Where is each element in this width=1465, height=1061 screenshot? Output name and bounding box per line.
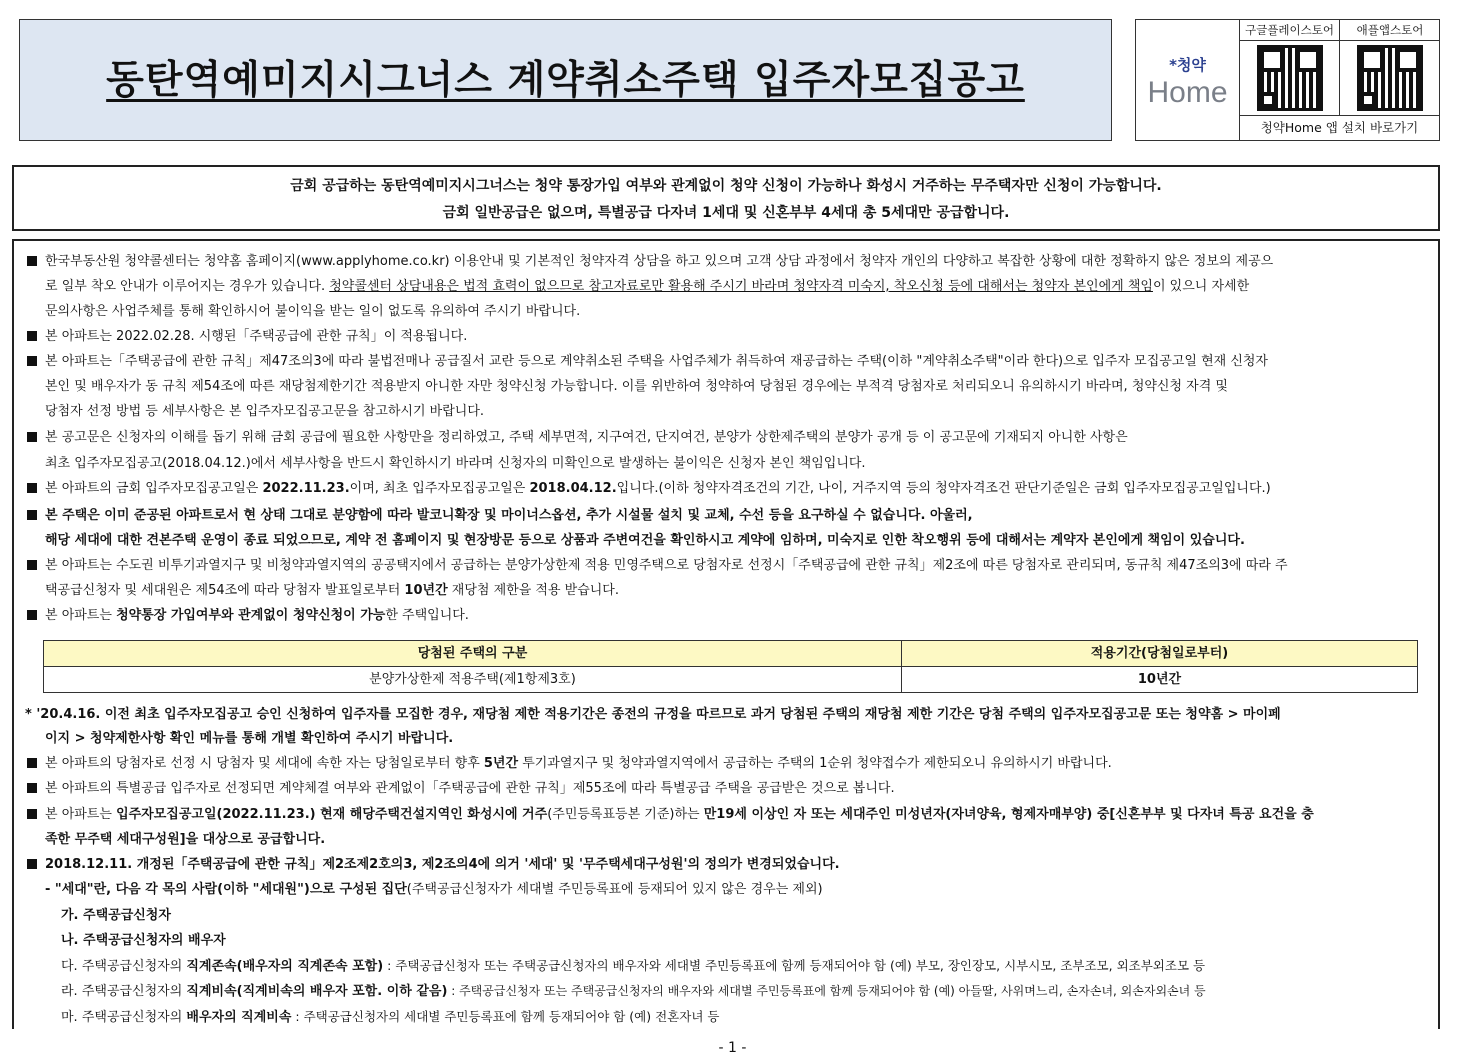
text: 본 아파트의 금회 입주자모집공고일은 bbox=[45, 481, 263, 496]
paragraph-callcenter bbox=[27, 249, 1273, 274]
restriction-table bbox=[43, 640, 1418, 693]
paragraph-notice-scope bbox=[27, 425, 1128, 450]
app-store-label: 애플앱스토어 bbox=[1340, 20, 1440, 41]
text: 본 아파트는 bbox=[45, 608, 117, 623]
bold-text: - "세대"란, 다음 각 목의 사람(이하 "세대원")으로 구성된 집단 bbox=[45, 882, 407, 897]
text: : 주택공급신청자 또는 주택공급신청자의 배우자와 세대별 주민등록표에 함께 등재되어야 함 (예) 부모, 장인장모, 시부시모, 조부조모, 외조부외조모 등 bbox=[383, 958, 1206, 973]
text: 라. 주택공급신청자의 bbox=[61, 984, 187, 999]
text: 이 있으니 자세한 bbox=[1152, 279, 1250, 294]
bullet-icon bbox=[27, 256, 37, 266]
text: 한국부동산원 청약콜센터는 청약홈 홈페이지(www.applyhome.co.kr) 이용안내 및 기본적인 청약자격 상담을 하고 있으며 고객 상담 과정에서 청약자 개인의 다양하고 복잡한 상황에 대한 정확하지 않은 정보의 제공으 bbox=[45, 254, 1274, 269]
bullet-icon bbox=[27, 510, 37, 520]
member-item-ga: 가. 주택공급신청자 bbox=[61, 908, 171, 923]
paragraph-no-account bbox=[27, 603, 469, 628]
text: 마. 주택공급신청자의 bbox=[61, 1010, 187, 1025]
underlined-text: 청약콜센터 상담내용은 법적 효력이 없으므로 참고자료로만 활용해 주시기 바라며 청약자격 미숙지, 착오신청 등에 대해서는 청약자 본인에게 책임 bbox=[329, 279, 1153, 294]
text: 입니다.(이하 청약자격조건의 기간, 나이, 거주지역 등의 청약자격조건 판단기준일은 금회 입주자모집공고일입니다.) bbox=[616, 481, 1271, 496]
text: : 주택공급신청자 또는 주택공급신청자의 배우자와 세대별 주민등록표에 함께 등재되어야 함 (예) 아들딸, 사위며느리, 손자손녀, 외손자외손녀 등 bbox=[447, 984, 1206, 998]
table-cell: 10년간 bbox=[902, 667, 1418, 693]
member-item-na: 나. 주택공급신청자의 배우자 bbox=[61, 933, 226, 948]
footnote-reentry-line2: 이지 > 청약제한사항 확인 메뉴를 통해 개별 확인하여 주시기 바랍니다. bbox=[45, 731, 454, 746]
star-icon: * bbox=[1169, 55, 1177, 74]
paragraph-notice-dates bbox=[27, 476, 1271, 501]
bold-text: 10년간 bbox=[404, 583, 448, 598]
bullet-icon bbox=[27, 809, 37, 819]
paragraph-notice-scope-line2: 최초 입주자모집공고(2018.04.12.)에서 세부사항을 반드시 확인하시기 바라며 신청자의 미확인으로 발생하는 불이익은 신청자 본인 책임입니다. bbox=[45, 456, 866, 471]
paragraph-eligibility bbox=[27, 802, 1314, 827]
paragraph-cancelled-housing-line3: 당첨자 선정 방법 등 세부사항은 본 입주자모집공고문을 참고하시기 바랍니다. bbox=[45, 404, 485, 419]
bullet-icon bbox=[27, 331, 37, 341]
app-install-link[interactable]: 청약Home 앱 설치 바로가기 bbox=[1260, 120, 1419, 135]
text: 본 아파트의 특별공급 입주자로 선정되면 계약체결 여부와 관계없이「주택공급에 관한 규칙」제55조에 따라 특별공급 주택을 공급받은 것으로 봅니다. bbox=[45, 781, 895, 796]
text: 투기과열지구 및 청약과열지역에서 공급하는 주택의 1순위 청약접수가 제한되오니 유의하시기 바랍니다. bbox=[518, 756, 1112, 771]
notice-line-1: 금회 공급하는 동탄역예미지시그너스는 청약 통장가입 여부와 관계없이 청약 신청이 가능하나 화성시 거주하는 무주택자만 신청이 가능합니다. bbox=[290, 178, 1162, 194]
paragraph-cancelled-housing bbox=[27, 349, 1268, 374]
bullet-icon bbox=[27, 560, 37, 570]
bold-text: 직계비속(직계비속의 배우자 포함. 이하 같음) bbox=[186, 984, 448, 999]
bullet-icon bbox=[27, 758, 37, 768]
text: : 주택공급신청자의 세대별 주민등록표에 함께 등재되어야 함 (예) 전혼자녀 등 bbox=[291, 1009, 720, 1024]
text: 본 아파트는 2022.02.28. 시행된「주택공급에 관한 규칙」이 적용됩니다. bbox=[45, 329, 468, 344]
bullet-icon bbox=[27, 610, 37, 620]
logo-text-top: 청약 bbox=[1176, 55, 1206, 74]
text: 로 일부 착오 안내가 이루어지는 경우가 있습니다. bbox=[45, 279, 330, 294]
page-title: 동탄역예미지시그너스 계약취소주택 입주자모집공고 bbox=[106, 57, 1025, 103]
paragraph-eligibility-line2: 족한 무주택 세대구성원]을 대상으로 공급합니다. bbox=[45, 832, 326, 847]
text: 본 공고문은 신청자의 이해를 돕기 위해 금회 공급에 필요한 사항만을 정리하였고, 주택 세부면적, 지구여건, 단지여건, 분양가 상한제주택의 분양가 공개 등 이 공고문에 기재되지 아니한 사항은 bbox=[45, 430, 1128, 445]
qr-code-icon bbox=[1257, 45, 1323, 111]
household-definition bbox=[45, 877, 823, 902]
qr-code-icon bbox=[1357, 45, 1423, 111]
table-row bbox=[44, 667, 1418, 693]
paragraph-price-cap-line2 bbox=[45, 578, 619, 603]
member-item-da bbox=[61, 953, 1205, 979]
table-header: 당첨된 주택의 구분 bbox=[44, 641, 902, 667]
bold-text: 5년간 bbox=[483, 756, 519, 771]
applyhome-logo bbox=[1136, 20, 1240, 140]
title-box bbox=[19, 19, 1112, 141]
logo-text-bottom: Home bbox=[1147, 75, 1228, 109]
text: (주민등록표등본 기준)하는 bbox=[547, 807, 704, 822]
table-header: 적용기간(당첨일로부터) bbox=[902, 641, 1418, 667]
paragraph-rule-applied bbox=[27, 324, 467, 349]
bold-text: 청약통장 가입여부와 관계없이 청약신청이 가능 bbox=[116, 608, 386, 623]
google-play-label: 구글플레이스토어 bbox=[1240, 20, 1339, 41]
bullet-icon bbox=[27, 783, 37, 793]
text: 다. 주택공급신청자의 bbox=[61, 959, 187, 974]
bold-text: 직계존속(배우자의 직계존속 포함) bbox=[186, 959, 384, 974]
date-text: 2018.04.12. bbox=[529, 481, 617, 496]
bold-text: 입주자모집공고일(2022.11.23.) 현재 해당주택건설지역인 화성시에 거주 bbox=[116, 807, 548, 822]
bullet-icon bbox=[27, 432, 37, 442]
app-store-qr[interactable] bbox=[1340, 20, 1440, 116]
paragraph-cancelled-housing-line2: 본인 및 배우자가 동 규칙 제54조에 따른 재당첨제한기간 적용받지 아니한 자만 청약신청 가능합니다. 이를 위반하여 청약하여 당첨된 경우에는 부적격 당첨자로 처리되오니 유의하시기 바라며, 청약신청 자격 및 bbox=[45, 379, 1228, 394]
paragraph-special-supply bbox=[27, 776, 895, 801]
page-number: - 1 - bbox=[718, 1040, 747, 1056]
bullet-icon bbox=[27, 859, 37, 869]
table-cell: 분양가상한제 적용주택(제1항제3호) bbox=[44, 667, 902, 693]
member-item-ra bbox=[61, 979, 1206, 1004]
app-promo-box bbox=[1135, 19, 1440, 141]
bold-text: 배우자의 직계비속 bbox=[186, 1010, 292, 1025]
text: 한 주택입니다. bbox=[385, 608, 469, 623]
text: 본 주택은 이미 준공된 아파트로서 현 상태 그대로 분양함에 따라 발코니확장 및 마이너스옵션, 추가 시설물 설치 및 교체, 수선 등을 요구하실 수 없습니다. 아울러, bbox=[45, 508, 973, 523]
text: 재당첨 제한을 적용 받습니다. bbox=[447, 583, 619, 598]
paragraph-callcenter-line3: 문의사항은 사업주체를 통해 확인하시어 불이익을 받는 일이 없도록 유의하여 주시기 바랍니다. bbox=[45, 304, 581, 319]
paragraph-5year-limit bbox=[27, 751, 1112, 776]
footnote-reentry: * '20.4.16. 이전 최초 입주자모집공고 승인 신청하여 입주자를 모집한 경우, 재당첨 제한 적용기간은 종전의 규정을 따르므로 과거 당첨된 주택의 재당첨 제한 기간은 당첨 주택의 입주자모집공고문 또는 청약홈 > 마이페 bbox=[25, 707, 1281, 722]
google-play-qr[interactable] bbox=[1240, 20, 1340, 116]
bullet-icon bbox=[27, 483, 37, 493]
table-header-row bbox=[44, 641, 1418, 667]
text: 택공급신청자 및 세대원은 제54조에 따라 당첨자 발표일로부터 bbox=[45, 583, 405, 598]
date-text: 2022.11.23. bbox=[262, 481, 350, 496]
text: 이며, 최초 입주자모집공고일은 bbox=[349, 481, 530, 496]
text: 본 아파트는 수도권 비투기과열지구 및 비청약과열지역의 공공택지에서 공급하는 분양가상한제 적용 민영주택으로 당첨자로 선정시「주택공급에 관한 규칙」제2조에 따른 당첨자로 관리되며, 동규칙 제47조의3에 따라 주 bbox=[45, 558, 1288, 573]
text: 본 아파트는 bbox=[45, 807, 117, 822]
bold-text: 만19세 이상인 자 또는 세대주인 미성년자(자녀양육, 형제자매부양) 중[신혼부부 및 다자녀 특공 요건을 충 bbox=[703, 807, 1314, 822]
text: 본 아파트의 당첨자로 선정 시 당첨자 및 세대에 속한 자는 당첨일로부터 향후 bbox=[45, 756, 484, 771]
paragraph-completed-apartment-line2: 해당 세대에 대한 견본주택 운영이 종료 되었으므로, 계약 전 홈페이지 및 현장방문 등으로 상품과 주변여건을 확인하시고 계약에 임하며, 미숙지로 인한 착오행위 등에 대해서는 계약자 본인에게 책임이 있습니다. bbox=[45, 533, 1245, 548]
paragraph-household-definition bbox=[27, 852, 840, 877]
notice-box bbox=[12, 165, 1440, 231]
paragraph-price-cap bbox=[27, 553, 1288, 578]
paragraph-callcenter-line2 bbox=[45, 274, 1249, 299]
text: (주택공급신청자가 세대별 주민등록표에 등재되어 있지 않은 경우는 제외) bbox=[406, 882, 823, 897]
member-item-ma bbox=[61, 1004, 719, 1030]
bullet-icon bbox=[27, 356, 37, 366]
text: 본 아파트는「주택공급에 관한 규칙」제47조의3에 따라 불법전매나 공급질서 교란 등으로 계약취소된 주택을 사업주체가 취득하여 재공급하는 주택(이하 "계약취소주택"이라 한다)으로 입주자 모집공고일 현재 신청자 bbox=[45, 354, 1268, 369]
paragraph-completed-apartment bbox=[27, 503, 973, 528]
text: 2018.12.11. 개정된「주택공급에 관한 규칙」제2조제2호의3, 제2조의4에 의거 '세대' 및 '무주택세대구성원'의 정의가 변경되었습니다. bbox=[45, 857, 840, 872]
notice-line-2: 금회 일반공급은 없으며, 특별공급 다자녀 1세대 및 신혼부부 4세대 총 5세대만 공급합니다. bbox=[442, 205, 1010, 221]
